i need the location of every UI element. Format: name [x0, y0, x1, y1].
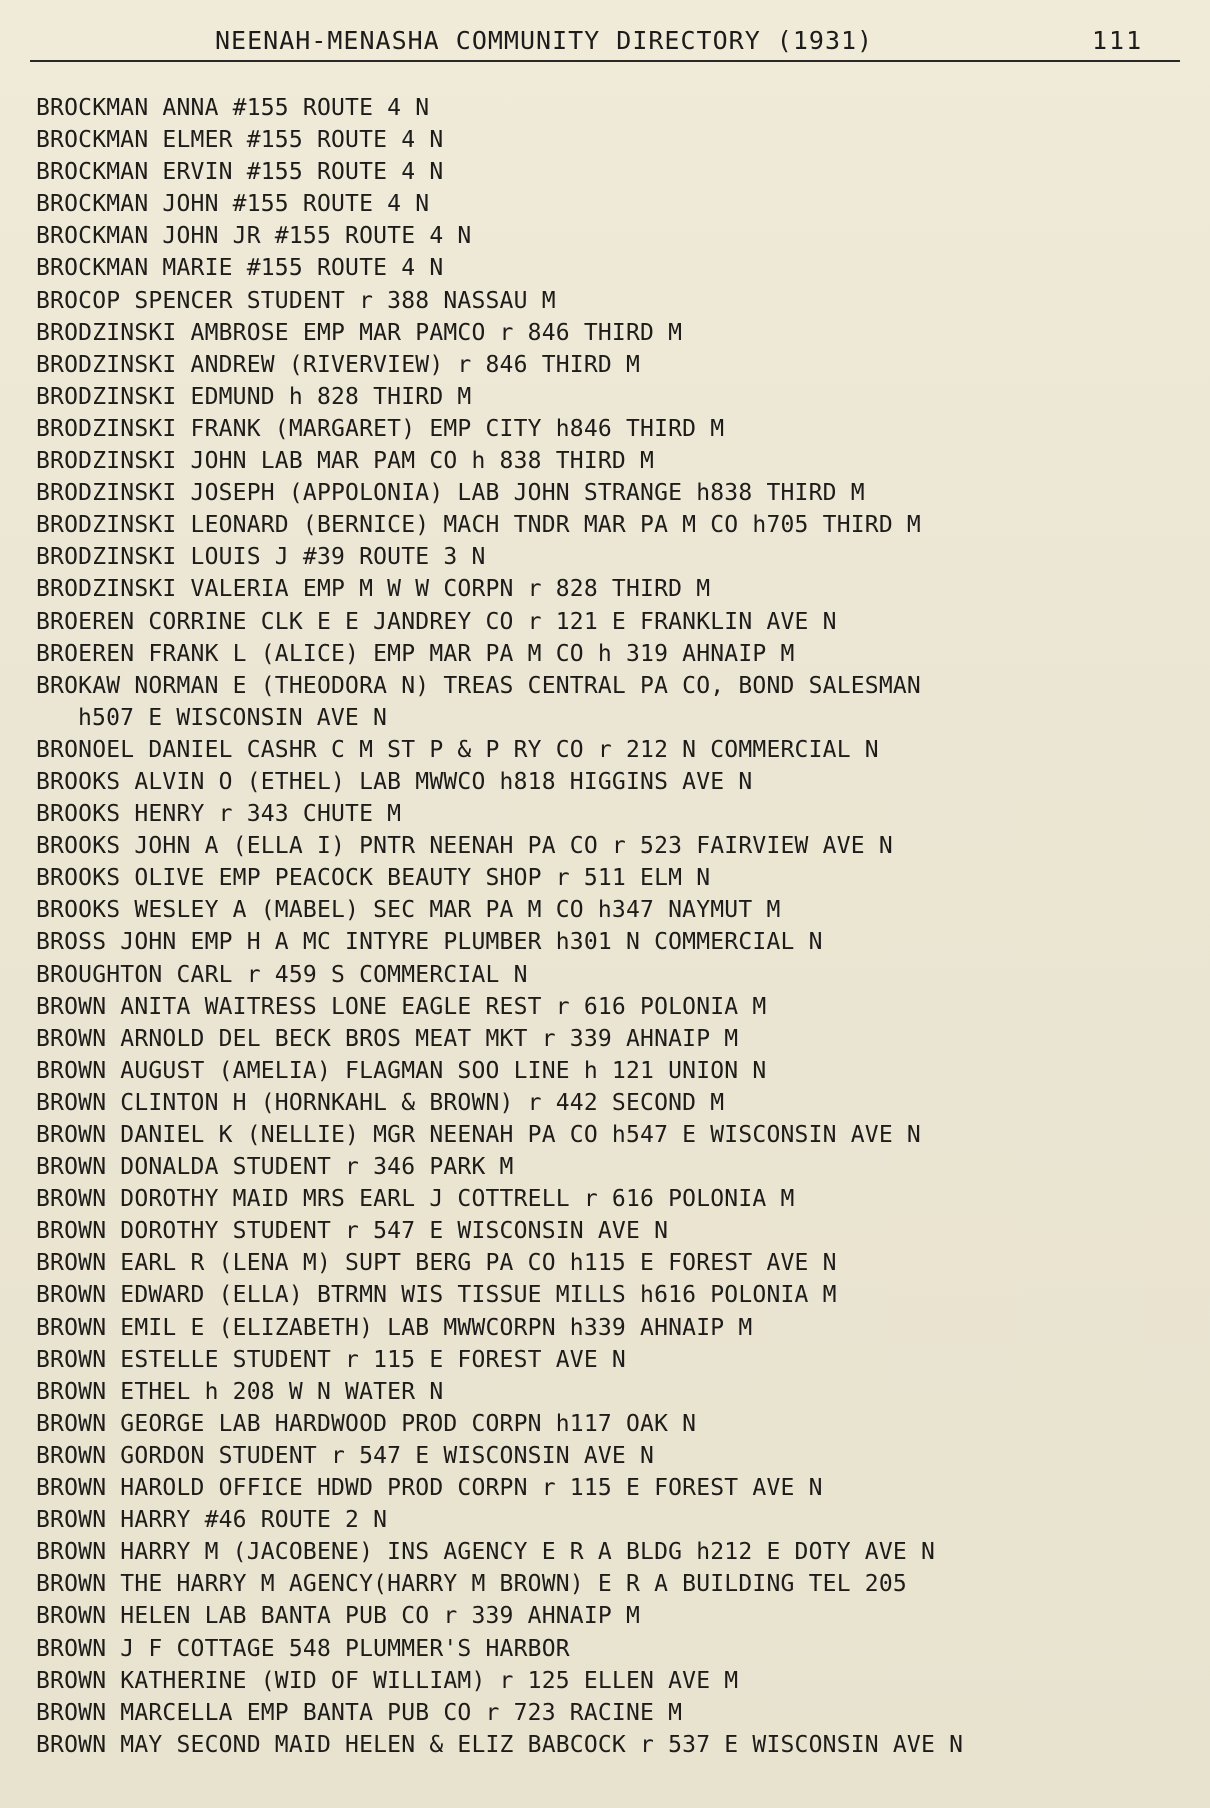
directory-entry: BROWN ESTELLE STUDENT r 115 E FOREST AVE N — [36, 1346, 626, 1373]
directory-entry: BROCKMAN ANNA #155 ROUTE 4 N — [36, 95, 430, 121]
directory-entry: BROWN HARRY M (JACOBENE) INS AGENCY E R A BLDG h212 E DOTY AVE N — [36, 1539, 936, 1566]
directory-entry: BROWN GORDON STUDENT r 547 E WISCONSIN AVE N — [36, 1442, 655, 1469]
page-title: NEENAH-MENASHA COMMUNITY DIRECTORY (1931) — [215, 26, 874, 55]
directory-entry: BROOKS WESLEY A (MABEL) SEC MAR PA M CO h347 NAYMUT M — [36, 897, 781, 924]
directory-entry: BROWN DOROTHY STUDENT r 547 E WISCONSIN AVE N — [36, 1218, 669, 1245]
directory-entry: BRONOEL DANIEL CASHR C M ST P & P RY CO r 212 N COMMERCIAL N — [36, 736, 879, 763]
directory-entry: BRODZINSKI JOSEPH (APPOLONIA) LAB JOHN STRANGE h838 THIRD M — [36, 480, 865, 507]
directory-entry: BROWN ARNOLD DEL BECK BROS MEAT MKT r 339 AHNAIP M — [36, 1025, 739, 1052]
header-rule — [30, 60, 1180, 62]
directory-entry: BROOKS HENRY r 343 CHUTE M — [36, 801, 402, 828]
directory-entries — [36, 92, 1186, 1761]
directory-entry: BROWN GEORGE LAB HARDWOOD PROD CORPN h117 OAK N — [36, 1410, 697, 1437]
directory-entry: BROCKMAN ERVIN #155 ROUTE 4 N — [36, 159, 444, 186]
directory-entry: BROCKMAN ELMER #155 ROUTE 4 N — [36, 127, 444, 154]
directory-entry: BROCKMAN MARIE #155 ROUTE 4 N — [36, 255, 444, 282]
directory-entry: BROWN ETHEL h 208 W N WATER N — [36, 1378, 444, 1405]
directory-entry: BROCKMAN JOHN JR #155 ROUTE 4 N — [36, 223, 472, 250]
directory-entry: BROWN HELEN LAB BANTA PUB CO r 339 AHNAIP M — [36, 1603, 641, 1630]
directory-entry: BROWN HAROLD OFFICE HDWD PROD CORPN r 115 E FOREST AVE N — [36, 1475, 823, 1502]
directory-entry: BROEREN CORRINE CLK E E JANDREY CO r 121 E FRANKLIN AVE N — [36, 608, 837, 635]
directory-entry: BROCKMAN JOHN #155 ROUTE 4 N — [36, 191, 430, 218]
directory-entry: BRODZINSKI FRANK (MARGARET) EMP CITY h846 THIRD M — [36, 415, 725, 442]
directory-entry: BROWN DOROTHY MAID MRS EARL J COTTRELL r 616 POLONIA M — [36, 1186, 795, 1213]
directory-entry: BRODZINSKI EDMUND h 828 THIRD M — [36, 383, 472, 410]
directory-entry: BROWN J F COTTAGE 548 PLUMMER'S HARBOR — [36, 1635, 570, 1662]
directory-entry: BRODZINSKI ANDREW (RIVERVIEW) r 846 THIRD M — [36, 351, 641, 378]
directory-entry: BROWN AUGUST (AMELIA) FLAGMAN SOO LINE h 121 UNION N — [36, 1057, 767, 1084]
directory-entry: BROEREN FRANK L (ALICE) EMP MAR PA M CO h 319 AHNAIP M — [36, 640, 795, 667]
directory-entry: BRODZINSKI LEONARD (BERNICE) MACH TNDR MAR PA M CO h705 THIRD M — [36, 512, 921, 539]
directory-entry: BROWN KATHERINE (WID OF WILLIAM) r 125 ELLEN AVE M — [36, 1667, 739, 1694]
directory-entry: BROWN CLINTON H (HORNKAHL & BROWN) r 442 SECOND M — [36, 1089, 725, 1116]
directory-entry: BROWN EARL R (LENA M) SUPT BERG PA CO h115 E FOREST AVE N — [36, 1250, 837, 1277]
page-number: 111 — [1092, 26, 1144, 55]
directory-entry: BROKAW NORMAN E (THEODORA N) TREAS CENTRAL PA CO, BOND SALESMAN — [36, 672, 921, 699]
directory-entry: BROWN MARCELLA EMP BANTA PUB CO r 723 RACINE M — [36, 1699, 683, 1726]
directory-entry: BROWN DONALDA STUDENT r 346 PARK M — [36, 1154, 514, 1181]
directory-entry: BROWN THE HARRY M AGENCY(HARRY M BROWN) E R A BUILDING TEL 205 — [36, 1571, 907, 1598]
directory-entry: BROWN HARRY #46 ROUTE 2 N — [36, 1507, 388, 1534]
directory-entry: BRODZINSKI JOHN LAB MAR PAM CO h 838 THIRD M — [36, 448, 655, 475]
directory-entry: BRODZINSKI AMBROSE EMP MAR PAMCO r 846 THIRD M — [36, 319, 683, 346]
directory-entry: BROWN EMIL E (ELIZABETH) LAB MWWCORPN h339 AHNAIP M — [36, 1314, 753, 1341]
directory-entry: BROCOP SPENCER STUDENT r 388 NASSAU M — [36, 287, 556, 314]
directory-entry: BROWN ANITA WAITRESS LONE EAGLE REST r 616 POLONIA M — [36, 993, 767, 1020]
directory-entry: BRODZINSKI LOUIS J #39 ROUTE 3 N — [36, 544, 486, 571]
directory-entry: BROSS JOHN EMP H A MC INTYRE PLUMBER h301 N COMMERCIAL N — [36, 929, 823, 956]
directory-entry: BROWN EDWARD (ELLA) BTRMN WIS TISSUE MILLS h616 POLONIA M — [36, 1282, 837, 1309]
directory-entry: BRODZINSKI VALERIA EMP M W W CORPN r 828 THIRD M — [36, 576, 711, 603]
directory-entry: BROWN DANIEL K (NELLIE) MGR NEENAH PA CO h547 E WISCONSIN AVE N — [36, 1122, 921, 1148]
page-header — [0, 22, 1210, 62]
directory-entry-continuation: h507 E WISCONSIN AVE N — [78, 704, 388, 731]
directory-entry: BROWN MAY SECOND MAID HELEN & ELIZ BABCOCK r 537 E WISCONSIN AVE N — [36, 1731, 964, 1758]
directory-entry: BROUGHTON CARL r 459 S COMMERCIAL N — [36, 961, 528, 988]
directory-entry: BROOKS JOHN A (ELLA I) PNTR NEENAH PA CO r 523 FAIRVIEW AVE N — [36, 833, 893, 860]
directory-entry: BROOKS ALVIN O (ETHEL) LAB MWWCO h818 HIGGINS AVE N — [36, 768, 753, 795]
directory-entry: BROOKS OLIVE EMP PEACOCK BEAUTY SHOP r 511 ELM N — [36, 865, 711, 892]
